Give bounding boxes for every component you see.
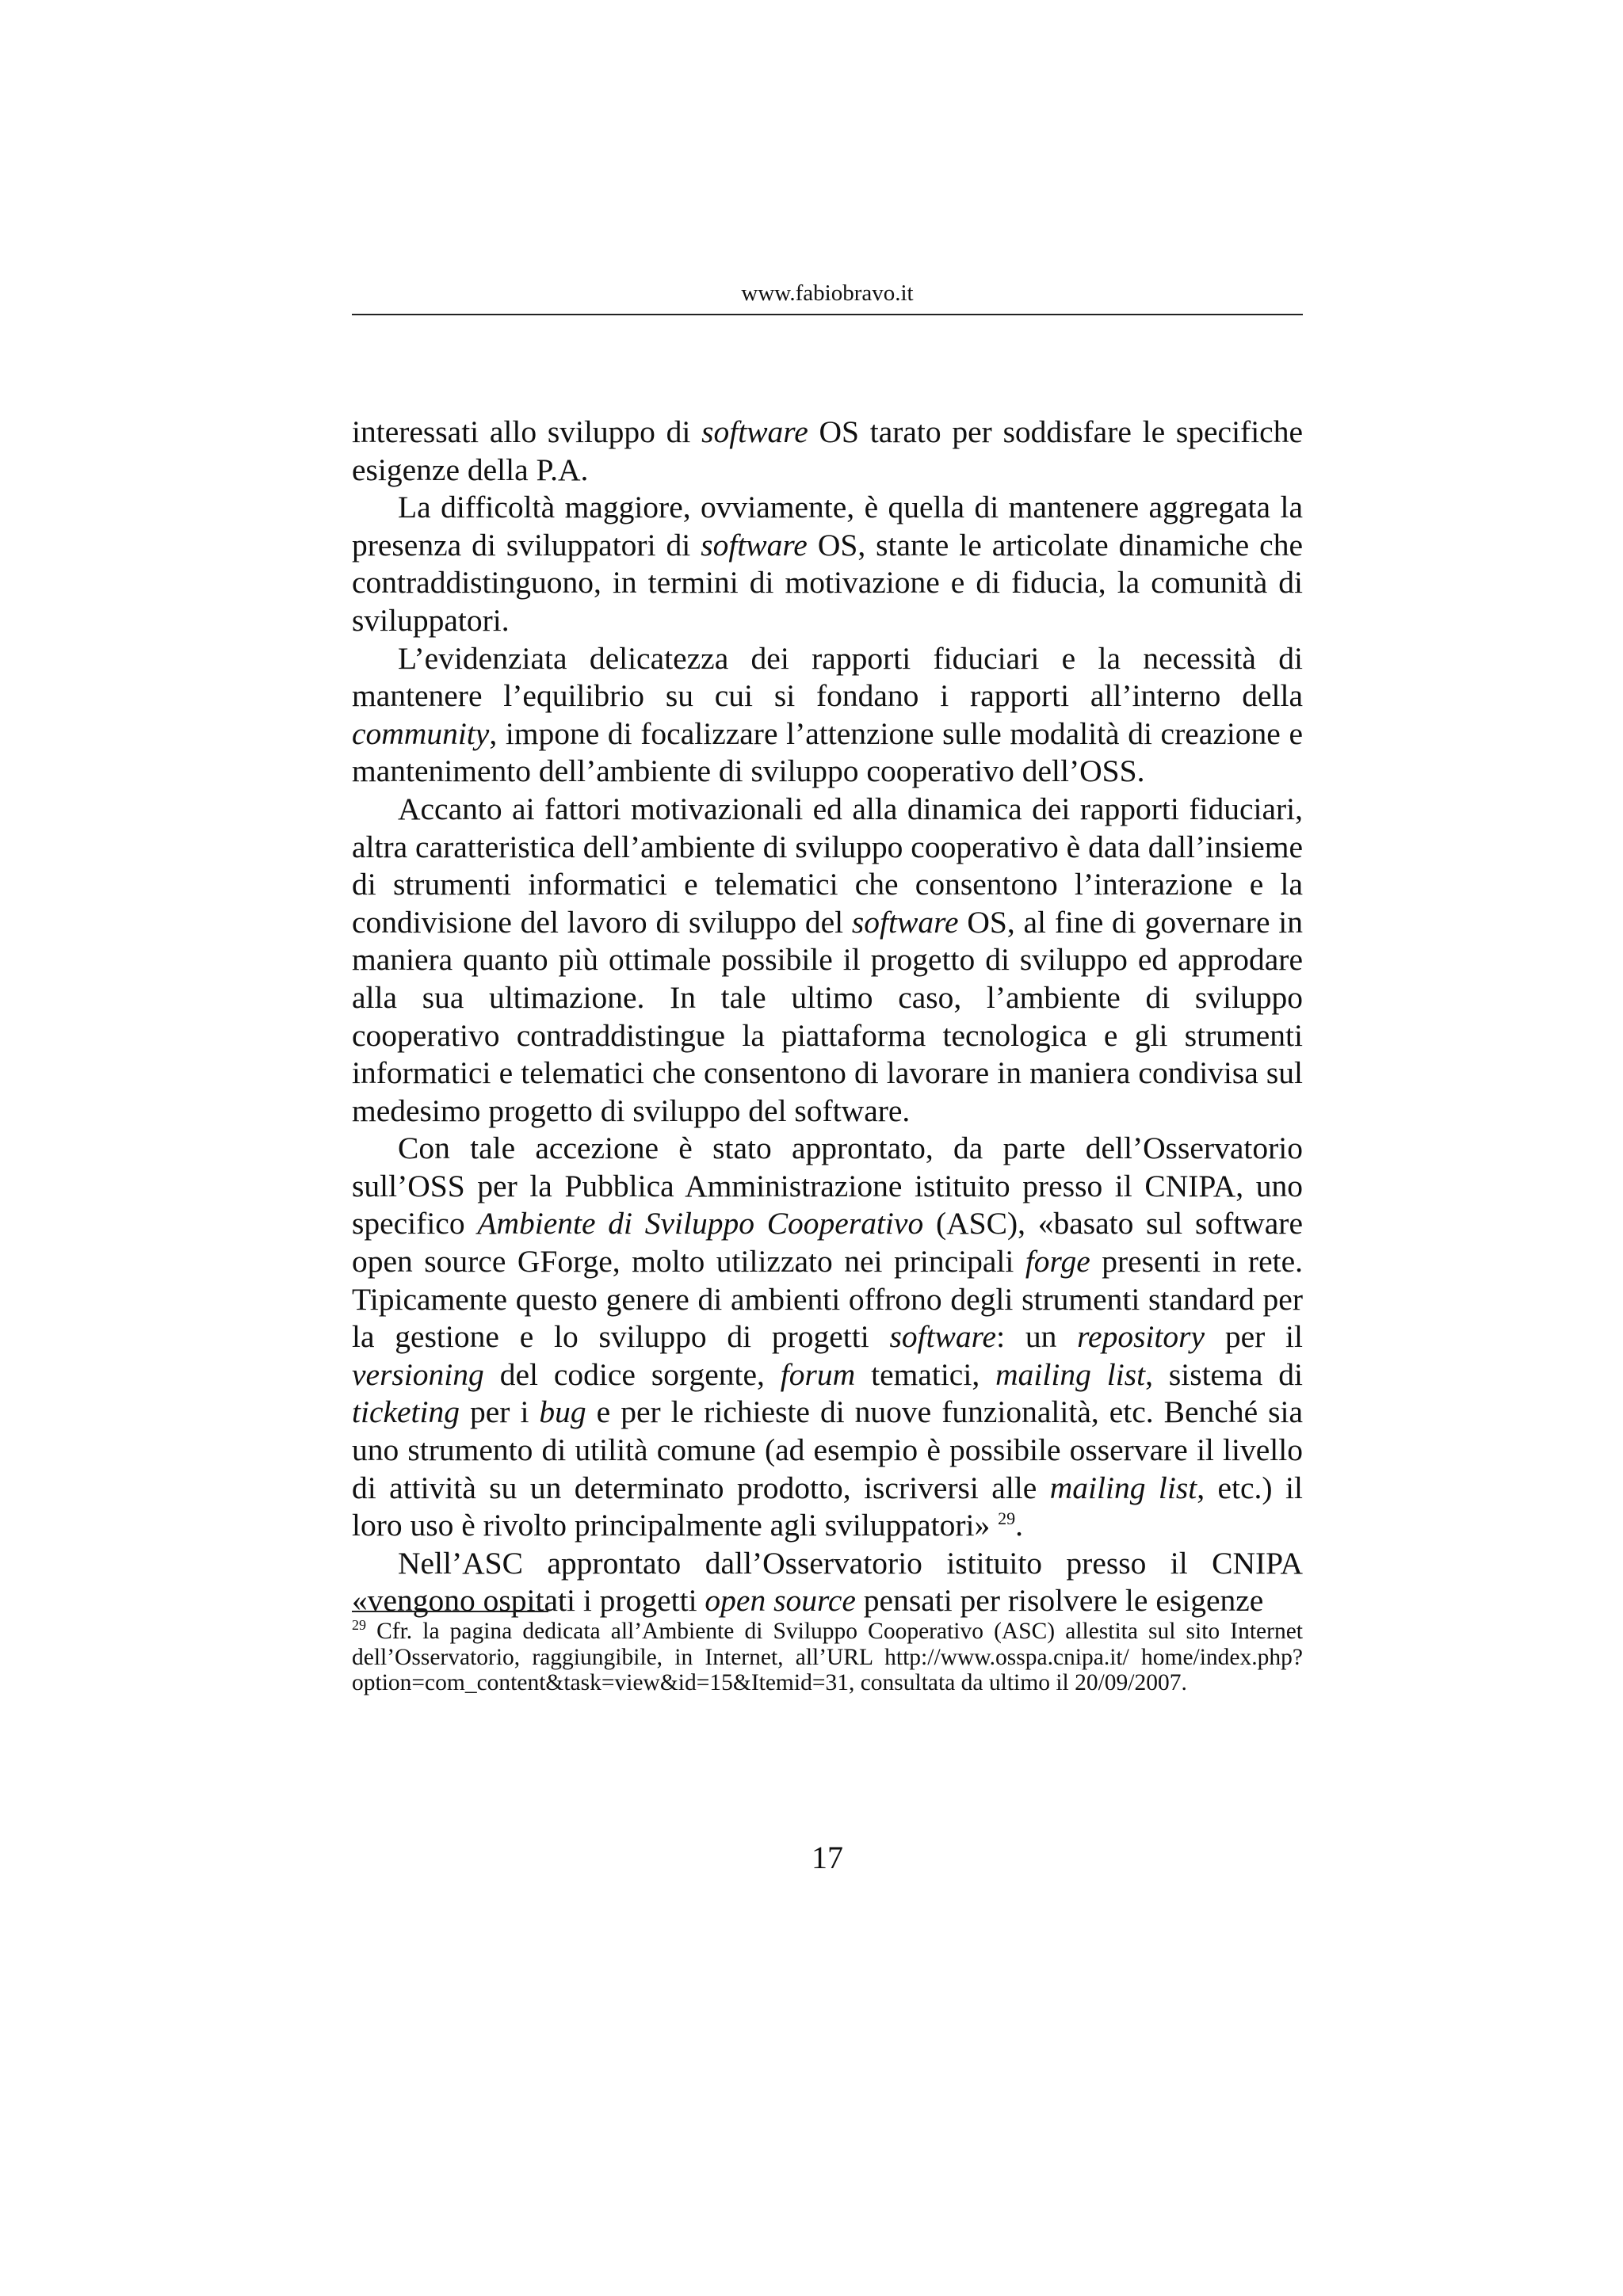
paragraph [352,414,1303,489]
text-run: : un [996,1319,1078,1355]
text-run: per i [460,1394,540,1430]
text-run: Accanto ai fattori motivazionali ed alla dinamica dei rapporti fiduciari, altra caratteristica dell’ambiente di sviluppo cooperativo è data dall’insieme di strumenti informatici e telematici che consentono l’interazione e la condivisione del lavoro di sviluppo del [352,791,1303,940]
running-header: www.fabiobravo.it [741,280,914,306]
body-text [352,414,1303,1620]
page-number: 17 [812,1840,843,1875]
paragraph [352,791,1303,1130]
text-run: e per le richieste di nuove funzionalità, etc. Benché sia uno strumento di utilità comune (ad esempio è possibile osservare il livello di attività su un determinato prodotto, iscriversi alle [352,1394,1303,1505]
footnote-separator [352,1611,548,1612]
text-run: presenti in rete. Tipicamente questo genere di ambienti offrono degli strumenti standard per la gestione e lo sviluppo di progetti [352,1244,1303,1355]
text-run: (ASC), «basato sul software open source GForge, molto utilizzato nei principali [352,1206,1303,1280]
italic-term: community [352,715,490,751]
italic-term: forge [1025,1244,1090,1280]
text-run: . [1015,1508,1023,1543]
text-run: tematici, [855,1356,996,1392]
text-run: per il [1205,1319,1303,1355]
text-run: , impone di focalizzare l’attenzione sulle modalità di creazione e mantenimento dell’ambiente di sviluppo cooperativo dell’OSS. [352,715,1303,789]
italic-term: mailing list [1049,1470,1197,1505]
italic-term: versioning [352,1356,484,1392]
paragraph [352,1130,1303,1545]
text-run: La difficoltà maggiore, ovviamente, è quella di mantenere aggregata la presenza di sviluppatori di [352,490,1303,563]
text-run: Con tale accezione è stato approntato, da parte dell’Osservatorio sull’OSS per la Pubblica Amministrazione istituito presso il CNIPA, uno specifico [352,1131,1303,1241]
italic-term: forum [780,1356,856,1392]
italic-term: repository [1077,1319,1205,1355]
italic-term: ticketing [352,1394,460,1430]
footnote [352,1619,1303,1696]
text-run: OS, stante le articolate dinamiche che contraddistinguono, in termini di motivazione e di fiducia, la comunità di sviluppatori. [352,527,1303,638]
text-run: pensati per risolvere le esigenze [855,1583,1264,1619]
italic-term: software [851,904,959,940]
text-run: Nell’ASC approntato dall’Osservatorio istituito presso il CNIPA «vengono ospitati i progetti [352,1545,1303,1619]
text-run: , sistema di [1145,1356,1304,1392]
italic-term: mailing list [995,1356,1146,1392]
italic-term: software [701,414,808,449]
footnote-number: 29 [352,1617,366,1634]
paragraph [352,1545,1303,1620]
italic-term: open source [705,1583,856,1619]
paragraph [352,640,1303,791]
text-run: del codice sorgente, [483,1356,781,1392]
footnote-text: Cfr. la pagina dedicata all’Ambiente di Sviluppo Cooperativo (ASC) allestita sul sito Internet dell’Osservatorio, raggiungibile, in Internet, all’URL http://www.osspa.cnipa.it/ home/index.php?option=com_content&task=view&id=15&Itemid=31, consultata da ultimo il 20/09/2007. [352,1619,1303,1695]
header-rule [352,314,1303,315]
footnote-reference: 29 [998,1508,1016,1529]
italic-term: software [701,527,808,563]
text-run: OS, al fine di governare in maniera quanto più ottimale possibile il progetto di sviluppo ed approdare alla sua ultimazione. In tale ultimo caso, l’ambiente di sviluppo cooperativo contraddistingue la piattaforma tecnologica e gli strumenti informatici e telematici che consentono di lavorare in maniera condivisa sul medesimo progetto di sviluppo del software. [352,904,1304,1128]
text-run: L’evidenziata delicatezza dei rapporti fiduciari e la necessità di mantenere l’equilibrio su cui si fondano i rapporti all’interno della [352,640,1303,714]
italic-term: Ambiente di Sviluppo Cooperativo [477,1206,924,1241]
italic-term: software [889,1319,997,1355]
text-run: OS tarato per soddisfare le specifiche esigenze della P.A. [352,414,1303,487]
paragraph [352,489,1303,639]
italic-term: bug [539,1394,586,1430]
text-run: , etc.) il loro uso è rivolto principalmente agli sviluppatori» [352,1470,1303,1543]
text-run: interessati allo sviluppo di [352,414,702,449]
